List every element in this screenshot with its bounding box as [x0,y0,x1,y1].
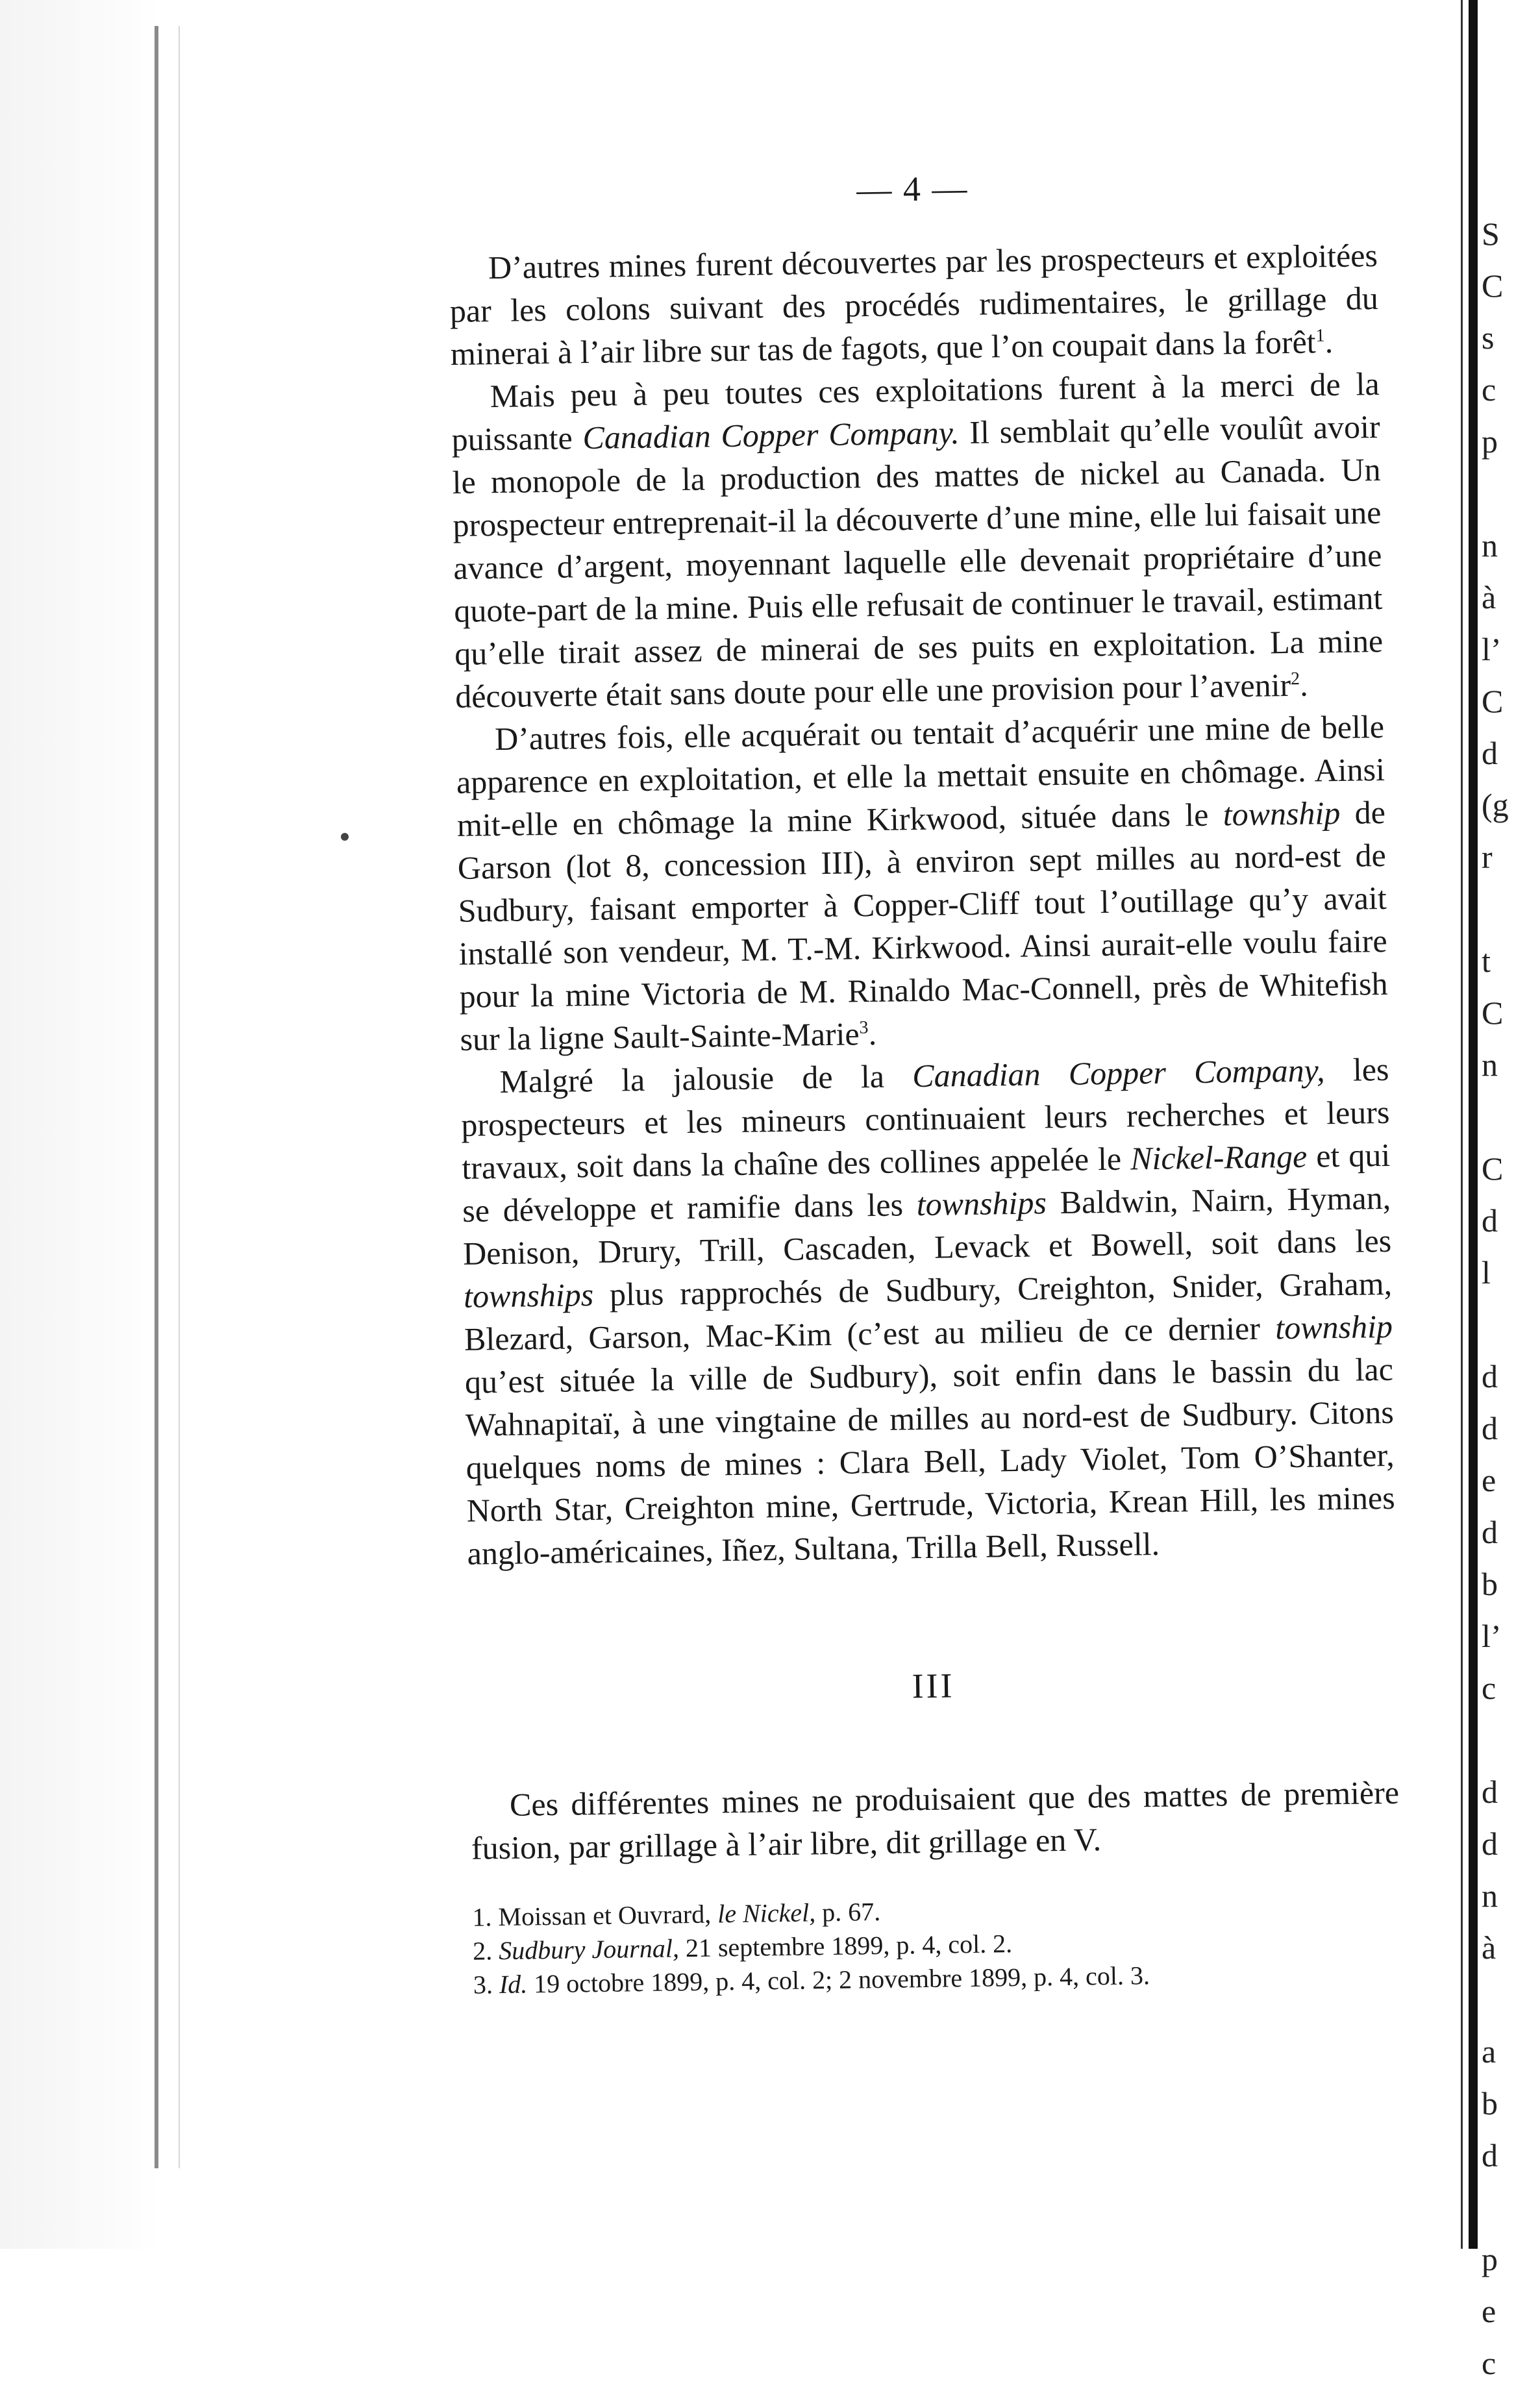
page-number: — 4 — [856,168,969,210]
facing-page-letter: p [1482,2241,1498,2277]
paragraph [456,705,1389,1061]
facing-page-letter: n [1482,1046,1498,1083]
facing-page-letter: c [1482,1670,1497,1706]
binding-fold-line-inner [179,26,180,2168]
text-run: 2. [472,1936,499,1966]
facing-page-letter: c [1482,2345,1497,2381]
facing-page-letter: l [1482,1254,1491,1291]
facing-page-letter: d [1482,735,1498,771]
text-run: 21 septembre 1899, p. 4, col. 2. [678,1929,1013,1963]
facing-page-letter: S [1482,216,1500,252]
facing-page-letter: p [1482,423,1498,460]
italic-text: Sudbury Journal, [498,1933,680,1966]
facing-page-letter [1482,883,1534,935]
text-run: . [1299,666,1309,703]
facing-page-letter [1482,1298,1534,1350]
text-run: 1. Moissan et Ouvrard, [472,1899,718,1932]
scan-left-margin [0,0,162,2249]
paragraph [449,234,1380,375]
text-run: Malgré la jalousie de la [499,1058,913,1100]
text-run: et qui se développe et ramifie dans les [462,1136,1391,1229]
text-run: qu’est située la ville de Sudbury), soit enfin dans le bassin du lac Wahnapitaï, à une vingtaine de milles au nord-est de Sudbury. Citons quelques noms de mines : Clara Bell, Lady Violet, Tom O’Shanter, North Star, Creighton mine, Gertrude, Victoria, Krean Hill, les mines anglo-américaines, Iñez, Sultana, Trilla Bell, Russell. [464,1350,1395,1572]
facing-page-letter: s [1482,319,1495,356]
facing-page-letter [1482,1714,1534,1766]
facing-page-letter: d [1482,1358,1498,1394]
italic-text: township [1223,794,1341,833]
facing-page-letter: d [1482,1826,1498,1862]
facing-page-letter: C [1482,267,1504,304]
facing-page-letter: C [1482,683,1504,719]
facing-page-letter [1482,1091,1534,1143]
facing-page-letter: b [1482,2085,1498,2122]
text-run: 3. [473,1970,500,1999]
facing-page-letter: à [1482,1929,1497,1966]
facing-page-gutter-line [1461,0,1463,2249]
facing-page-letter: C [1482,1150,1504,1187]
facing-page-letter: e [1482,2293,1497,2329]
paragraph [451,362,1384,718]
body-text [449,234,1396,1575]
text-run: Mais peu à peu toutes ces exploitations furent à la merci de la puissante [451,365,1380,458]
page-content [448,162,1402,2002]
facing-page-letter: e [1482,1462,1497,1498]
text-run: Baldwin, Nairn, Hyman, Denison, Drury, Trill, Cascaden, Levack et Bowell, soit dans les [462,1179,1392,1272]
text-run: D’autres mines furent découvertes par les prospecteurs et exploitées par les colons suivant des procédés rudimentaires, le grillage du minerai à l’air libre sur tas de fagots, que l’on coupait dans la forêt [449,237,1379,372]
facing-page-letter: d [1482,1514,1498,1550]
footnote-ref: 1 [1315,325,1325,346]
facing-page-letter: r [1482,839,1493,875]
text-run: p. 67. [815,1896,881,1927]
text-run: 19 octobre 1899, p. 4, col. 2; 2 novembre 1899, p. 4, col. 3. [527,1961,1150,1999]
facing-page-letter [1482,1974,1534,2025]
facing-page-letter: n [1482,1877,1498,1914]
italic-text: townships [463,1276,594,1315]
facing-page-letter: d [1482,1202,1498,1239]
text-run: D’autres fois, elle acquérait ou tentait d’acquérir une mine de belle apparence en exploitation, et elle la mettait ensuite en chômage. Ainsi mit-elle en chômage la mine Kirkwood, située dans le [456,708,1385,843]
section-paragraph: Ces différentes mines ne produisaient que des mattes de première fusion, par grillage à l’air libre, dit grillage en V. [471,1774,1400,1866]
footnote-ref: 3 [859,1017,869,1038]
italic-text: townships [916,1184,1047,1223]
facing-page-letter: C [1482,995,1504,1031]
italic-text: le Nickel, [717,1898,816,1929]
facing-page-border [1469,0,1478,2249]
italic-text: Id. [499,1969,528,1999]
footnotes [472,1888,1402,2002]
italic-text: township [1274,1307,1393,1346]
facing-page-letter: d [1482,1410,1498,1446]
facing-page-letter [1482,2181,1534,2233]
facing-page-letter: c [1482,371,1497,408]
text-run: de Garson (lot 8, concession III), à environ sept milles au nord-est de Sudbury, faisant emporter à Copper-Cliff tout l’outillage qu’y avait installé son vendeur, M. T.-M. Kirkwood. Ainsi aurait-elle voulu faire pour la mine Victoria de M. Rinaldo Mac-Connell, près de Whitefish sur la ligne Sault-Sainte-Marie [457,793,1388,1058]
facing-page-letter: n [1482,527,1498,563]
facing-page-letter: (g [1482,787,1509,823]
section-heading: III [912,1666,955,1706]
text-run: Il semblait qu’elle voulût avoir le monopole de la production des mattes de nickel au Canada. Un prospecteur entreprenait-il la découverte d’une mine, elle lui faisait une avance d’argent, moyennant laquelle elle devenait propriétaire d’une quote-part de la mine. Puis elle refusait de continuer le travail, estimant qu’elle tirait assez de minerai de ses puits en exploitation. La mine découverte était sans doute pour elle une provision pour l’avenir [452,408,1384,715]
paragraph [460,1048,1396,1575]
facing-page-letter: l’ [1482,631,1502,667]
facing-page-letters [1482,208,1534,2389]
italic-text: Canadian Copper Company, [912,1052,1325,1095]
text-run: . [868,1015,877,1052]
italic-text: Canadian Copper Company. [582,414,960,456]
facing-page-letter: a [1482,2033,1497,2070]
facing-page-letter: t [1482,943,1491,979]
footnote-ref: 2 [1290,669,1300,689]
facing-page-letter: l’ [1482,1618,1502,1654]
text-run: plus rapprochés de Sudbury, Creighton, Snider, Graham, Blezard, Garson, Mac-Kim (c’est au milieu de ce dernier [464,1265,1393,1357]
facing-page-letter: à [1482,579,1497,615]
facing-page-letter: d [1482,1774,1498,1810]
facing-page-letter [1482,467,1534,519]
ink-speck [341,833,349,841]
binding-fold-line [155,26,158,2168]
facing-page-letter: b [1482,1566,1498,1602]
text-run: . [1324,323,1334,360]
section-body [471,1771,1400,1870]
italic-text: Nickel-Range [1130,1137,1308,1177]
facing-page-letter: d [1482,2137,1498,2173]
text-run: les prospecteurs et les mineurs continuaient leurs recherches et leurs travaux, soit dans la chaîne des collines appelée le [461,1050,1390,1186]
